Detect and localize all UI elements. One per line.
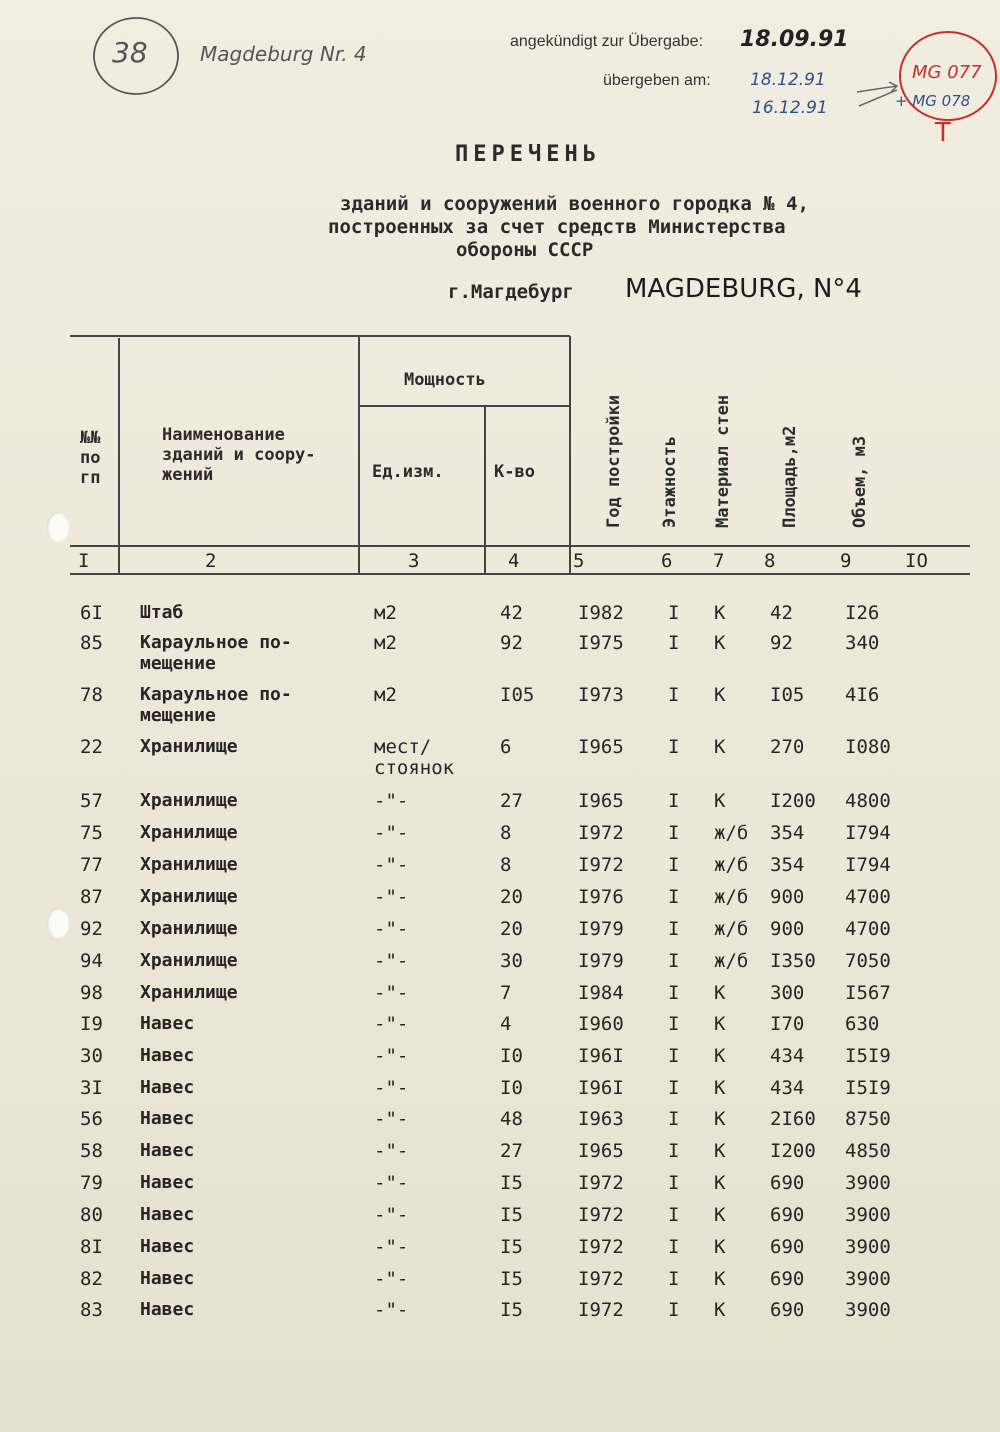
- cell-unit: -"-: [374, 854, 409, 876]
- cell-qty: 8: [500, 854, 512, 876]
- cell-material: К: [714, 1268, 726, 1290]
- cell-unit: -"-: [374, 1204, 409, 1226]
- cell-name: Навес: [140, 1013, 195, 1034]
- cell-area: 92: [770, 632, 793, 654]
- cell-name: Караульное по-: [140, 684, 292, 705]
- cell-qty: I5: [500, 1268, 523, 1290]
- cell-year: I972: [578, 1236, 624, 1258]
- city-line: г.Магдебург: [448, 281, 574, 303]
- cell-year: I96I: [578, 1077, 624, 1099]
- cell-unit: -"-: [374, 1236, 409, 1258]
- cell-unit: -"-: [374, 1013, 409, 1035]
- cell-area: 434: [770, 1045, 805, 1067]
- cell-area: 300: [770, 982, 805, 1004]
- cell-area: 434: [770, 1077, 805, 1099]
- cell-no: 56: [80, 1108, 103, 1130]
- cell-year: I972: [578, 854, 624, 876]
- cell-qty: 27: [500, 1140, 523, 1162]
- cell-unit: -"-: [374, 1299, 409, 1321]
- cell-no: 94: [80, 950, 103, 972]
- cell-floors: I: [668, 1172, 680, 1194]
- cell-material: ж/б: [714, 918, 749, 940]
- cell-area: 354: [770, 822, 805, 844]
- cell-volume: I5I9: [845, 1077, 891, 1099]
- cell-material: К: [714, 790, 726, 812]
- handwritten-note: Magdeburg Nr. 4: [200, 42, 367, 66]
- cell-qty: 8: [500, 822, 512, 844]
- handed-over-date-1: 18.12.91: [750, 70, 826, 90]
- cell-qty: I0: [500, 1045, 523, 1067]
- handed-over-date-2: 16.12.91: [752, 98, 828, 118]
- cell-area: 2I60: [770, 1108, 816, 1130]
- cell-name: Штаб: [140, 602, 184, 623]
- announced-label: angekündigt zur Übergabe:: [510, 33, 704, 50]
- cell-no: 77: [80, 854, 103, 876]
- cell-volume: 4700: [845, 918, 891, 940]
- blue-code: + MG 078: [895, 92, 971, 110]
- cell-qty: 20: [500, 918, 523, 940]
- cell-name: Хранилище: [140, 790, 238, 811]
- header-row-number: №№ по гп: [80, 428, 101, 488]
- column-number: 4: [508, 550, 520, 572]
- cell-material: К: [714, 1172, 726, 1194]
- cell-volume: 4I6: [845, 684, 880, 706]
- cell-name: Навес: [140, 1268, 195, 1289]
- cell-no: 85: [80, 632, 103, 654]
- cell-material: К: [714, 1204, 726, 1226]
- cell-qty: 7: [500, 982, 512, 1004]
- cell-volume: 630: [845, 1013, 880, 1035]
- cell-material: К: [714, 1299, 726, 1321]
- col-divider: [118, 338, 120, 574]
- header-floors: Этажность: [660, 435, 680, 528]
- cell-floors: I: [668, 1013, 680, 1035]
- col-divider: [484, 406, 486, 574]
- cell-qty: I05: [500, 684, 535, 706]
- column-number: 2: [205, 550, 217, 572]
- cell-area: I350: [770, 950, 816, 972]
- cell-material: К: [714, 1108, 726, 1130]
- cell-material: ж/б: [714, 822, 749, 844]
- cell-volume: 3900: [845, 1268, 891, 1290]
- cell-year: I972: [578, 1172, 624, 1194]
- subtitle-line-1: зданий и сооружений военного городка № 4,: [340, 193, 809, 215]
- cell-qty: 20: [500, 886, 523, 908]
- cell-name: Хранилище: [140, 982, 238, 1003]
- cell-unit: м2: [374, 632, 397, 654]
- cell-area: 270: [770, 736, 805, 758]
- punch-hole: [47, 908, 69, 938]
- cell-no: 8I: [80, 1236, 103, 1258]
- cell-floors: I: [668, 1299, 680, 1321]
- cell-unit: -"-: [374, 1108, 409, 1130]
- cell-name: Навес: [140, 1108, 195, 1129]
- cell-material: ж/б: [714, 854, 749, 876]
- cell-unit: -"-: [374, 822, 409, 844]
- cell-name: Навес: [140, 1077, 195, 1098]
- red-letter: T: [935, 118, 951, 148]
- cell-no: 75: [80, 822, 103, 844]
- cell-year: I965: [578, 1140, 624, 1162]
- cell-no: I9: [80, 1013, 103, 1035]
- header-unit: Ед.изм.: [372, 462, 444, 482]
- cell-unit: м2: [374, 684, 397, 706]
- cell-area: 900: [770, 886, 805, 908]
- cell-floors: I: [668, 918, 680, 940]
- cell-year: I982: [578, 602, 624, 624]
- cell-volume: I080: [845, 736, 891, 758]
- cell-floors: I: [668, 854, 680, 876]
- cell-volume: I794: [845, 822, 891, 844]
- cell-year: I965: [578, 736, 624, 758]
- cell-name: Навес: [140, 1204, 195, 1225]
- cell-qty: I5: [500, 1204, 523, 1226]
- cell-unit: стоянок: [374, 757, 455, 779]
- cell-no: 98: [80, 982, 103, 1004]
- cell-qty: 92: [500, 632, 523, 654]
- cell-qty: I5: [500, 1236, 523, 1258]
- cell-name: Навес: [140, 1140, 195, 1161]
- cell-volume: 3900: [845, 1236, 891, 1258]
- cell-floors: I: [668, 950, 680, 972]
- cell-area: 42: [770, 602, 793, 624]
- cell-qty: 4: [500, 1013, 512, 1035]
- red-code: MG 077: [912, 62, 982, 83]
- cell-area: 690: [770, 1236, 805, 1258]
- header-bottom-line: [70, 545, 970, 547]
- cell-volume: 4700: [845, 886, 891, 908]
- cell-unit: -"-: [374, 790, 409, 812]
- cell-year: I965: [578, 790, 624, 812]
- cell-material: К: [714, 1140, 726, 1162]
- cell-volume: 3900: [845, 1172, 891, 1194]
- cell-floors: I: [668, 602, 680, 624]
- col-divider: [569, 336, 571, 574]
- cell-qty: 6: [500, 736, 512, 758]
- cell-volume: 3900: [845, 1299, 891, 1321]
- cell-name: мещение: [140, 653, 216, 674]
- cell-floors: I: [668, 886, 680, 908]
- cell-floors: I: [668, 1140, 680, 1162]
- folder-number: 38: [112, 36, 148, 69]
- cell-volume: 4850: [845, 1140, 891, 1162]
- cell-name: Навес: [140, 1236, 195, 1257]
- cell-no: 58: [80, 1140, 103, 1162]
- column-number-line: [70, 573, 970, 575]
- announced-date: 18.09.91: [740, 27, 849, 52]
- cell-area: I200: [770, 1140, 816, 1162]
- cell-name: Хранилище: [140, 822, 238, 843]
- cell-year: I975: [578, 632, 624, 654]
- table-top-line: [70, 335, 570, 337]
- cell-no: 6I: [80, 602, 103, 624]
- cell-volume: I5I9: [845, 1045, 891, 1067]
- cell-no: 79: [80, 1172, 103, 1194]
- column-number: 6: [661, 550, 673, 572]
- column-number: IO: [905, 550, 928, 572]
- cell-volume: 3900: [845, 1204, 891, 1226]
- cell-floors: I: [668, 632, 680, 654]
- cell-floors: I: [668, 1045, 680, 1067]
- cell-name: Караульное по-: [140, 632, 292, 653]
- cell-no: 87: [80, 886, 103, 908]
- cell-year: I979: [578, 950, 624, 972]
- cell-area: 354: [770, 854, 805, 876]
- cell-name: мещение: [140, 705, 216, 726]
- cell-floors: I: [668, 1268, 680, 1290]
- cell-unit: -"-: [374, 982, 409, 1004]
- cell-no: 82: [80, 1268, 103, 1290]
- col-divider: [358, 336, 360, 574]
- cell-qty: 48: [500, 1108, 523, 1130]
- cell-no: 78: [80, 684, 103, 706]
- header-capacity: Мощность: [404, 370, 486, 390]
- cell-unit: -"-: [374, 1077, 409, 1099]
- cell-name: Навес: [140, 1299, 195, 1320]
- cell-year: I96I: [578, 1045, 624, 1067]
- cell-area: 690: [770, 1299, 805, 1321]
- cell-floors: I: [668, 1077, 680, 1099]
- cell-no: 80: [80, 1204, 103, 1226]
- cell-year: I972: [578, 822, 624, 844]
- cell-material: К: [714, 602, 726, 624]
- header-quantity: К-во: [494, 462, 535, 482]
- cell-qty: 30: [500, 950, 523, 972]
- cell-qty: I0: [500, 1077, 523, 1099]
- cell-area: I70: [770, 1013, 805, 1035]
- cell-unit: -"-: [374, 1268, 409, 1290]
- subtitle-line-2: построенных за счет средств Министерства: [328, 216, 786, 238]
- cell-area: I05: [770, 684, 805, 706]
- subtitle-line-3: обороны СССР: [456, 239, 594, 261]
- column-number: I: [78, 550, 90, 572]
- cell-volume: I567: [845, 982, 891, 1004]
- cell-unit: -"-: [374, 918, 409, 940]
- cell-material: К: [714, 982, 726, 1004]
- cell-floors: I: [668, 684, 680, 706]
- cell-material: К: [714, 1045, 726, 1067]
- cell-material: ж/б: [714, 886, 749, 908]
- cell-year: I973: [578, 684, 624, 706]
- cell-floors: I: [668, 790, 680, 812]
- header-year: Год постройки: [604, 394, 624, 528]
- cell-unit: -"-: [374, 886, 409, 908]
- cell-qty: 42: [500, 602, 523, 624]
- cell-material: К: [714, 684, 726, 706]
- cell-qty: I5: [500, 1299, 523, 1321]
- cell-volume: I26: [845, 602, 880, 624]
- cell-qty: I5: [500, 1172, 523, 1194]
- cell-unit: -"-: [374, 950, 409, 972]
- cell-volume: 8750: [845, 1108, 891, 1130]
- cell-floors: I: [668, 1204, 680, 1226]
- cell-year: I979: [578, 918, 624, 940]
- column-number: 5: [573, 550, 585, 572]
- cell-volume: 4800: [845, 790, 891, 812]
- cell-unit: мест/: [374, 736, 432, 758]
- cell-unit: -"-: [374, 1045, 409, 1067]
- cell-name: Хранилище: [140, 736, 238, 757]
- capacity-divider: [358, 405, 570, 407]
- cell-area: I200: [770, 790, 816, 812]
- header-volume: Объем, м3: [850, 435, 870, 528]
- cell-unit: -"-: [374, 1172, 409, 1194]
- cell-no: 57: [80, 790, 103, 812]
- cell-material: К: [714, 1013, 726, 1035]
- cell-volume: I794: [845, 854, 891, 876]
- cell-material: ж/б: [714, 950, 749, 972]
- cell-material: К: [714, 1236, 726, 1258]
- cell-volume: 340: [845, 632, 880, 654]
- cell-floors: I: [668, 1108, 680, 1130]
- column-number: 9: [840, 550, 852, 572]
- cell-year: I984: [578, 982, 624, 1004]
- handed-over-label: übergeben am:: [603, 72, 711, 89]
- cell-floors: I: [668, 982, 680, 1004]
- cell-year: I976: [578, 886, 624, 908]
- cell-area: 900: [770, 918, 805, 940]
- cell-area: 690: [770, 1172, 805, 1194]
- cell-year: I972: [578, 1204, 624, 1226]
- cell-year: I972: [578, 1268, 624, 1290]
- header-name: Наименование зданий и соору- жений: [162, 425, 316, 485]
- cell-name: Хранилище: [140, 950, 238, 971]
- column-number: 8: [764, 550, 776, 572]
- cell-name: Навес: [140, 1172, 195, 1193]
- cell-unit: -"-: [374, 1140, 409, 1162]
- cell-material: К: [714, 632, 726, 654]
- cell-floors: I: [668, 822, 680, 844]
- punch-hole: [47, 512, 69, 542]
- cell-volume: 7050: [845, 950, 891, 972]
- header-wall-material: Материал стен: [713, 394, 733, 528]
- cell-no: 22: [80, 736, 103, 758]
- cell-name: Хранилище: [140, 918, 238, 939]
- column-number: 3: [408, 550, 420, 572]
- cell-name: Навес: [140, 1045, 195, 1066]
- cell-name: Хранилище: [140, 854, 238, 875]
- handwritten-city: MAGDEBURG, N°4: [625, 274, 862, 304]
- cell-name: Хранилище: [140, 886, 238, 907]
- cell-area: 690: [770, 1268, 805, 1290]
- cell-material: К: [714, 1077, 726, 1099]
- cell-year: I960: [578, 1013, 624, 1035]
- cell-floors: I: [668, 1236, 680, 1258]
- document-title: ПЕРЕЧЕНЬ: [455, 142, 601, 167]
- cell-no: 83: [80, 1299, 103, 1321]
- header-area: Площадь,м2: [780, 425, 800, 528]
- cell-unit: м2: [374, 602, 397, 624]
- cell-no: 30: [80, 1045, 103, 1067]
- cell-material: К: [714, 736, 726, 758]
- cell-floors: I: [668, 736, 680, 758]
- cell-year: I963: [578, 1108, 624, 1130]
- cell-no: 92: [80, 918, 103, 940]
- cell-year: I972: [578, 1299, 624, 1321]
- cell-area: 690: [770, 1204, 805, 1226]
- column-number: 7: [713, 550, 725, 572]
- cell-no: 3I: [80, 1077, 103, 1099]
- cell-qty: 27: [500, 790, 523, 812]
